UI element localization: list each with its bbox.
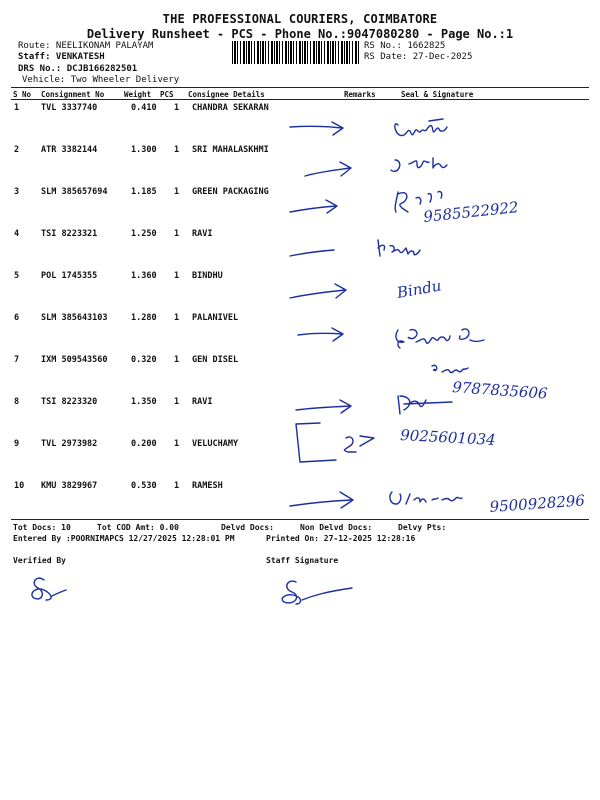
company-title: THE PROFESSIONAL COURIERS, COIMBATORE — [162, 12, 438, 26]
row1-signature — [395, 119, 447, 136]
row-consignee: RAVI — [192, 229, 213, 239]
row-consignee: RAVI — [192, 397, 213, 407]
row4-signature — [378, 240, 420, 256]
col-consignee: Consignee Details — [188, 90, 265, 99]
row6-signature — [396, 329, 484, 348]
col-seal: Seal & Signature — [401, 90, 474, 99]
row10-signature — [390, 492, 462, 504]
staff-label: Staff: VENKATESH — [18, 52, 105, 62]
row-weight: 1.250 — [131, 229, 157, 239]
col-pcs: PCS — [160, 90, 174, 99]
row-weight: 0.530 — [131, 481, 157, 491]
non-delvd-docs: Non Delvd Docs: — [300, 523, 373, 532]
row-pcs: 1 — [174, 187, 180, 197]
row-sno: 5 — [14, 271, 20, 281]
row2-arrow-icon — [305, 162, 351, 176]
row-consignment-no: IXM 509543560 — [41, 355, 108, 365]
row-consignment-no: KMU 3829967 — [41, 481, 98, 491]
row-pcs: 1 — [174, 145, 180, 155]
row5-arrow-icon — [290, 284, 346, 298]
row-consignee: GEN DISEL — [192, 355, 239, 365]
rs-no: RS No.: 1662825 — [364, 41, 446, 51]
row-consignment-no: SLM 385643103 — [41, 313, 108, 323]
row-sno: 10 — [14, 481, 25, 491]
row-sno: 3 — [14, 187, 20, 197]
row10-arrow-icon — [290, 492, 353, 508]
row-pcs: 1 — [174, 439, 180, 449]
rs-date: RS Date: 27-Dec-2025 — [364, 52, 473, 62]
row-consignment-no: TVL 3337740 — [41, 103, 98, 113]
row-pcs: 1 — [174, 397, 180, 407]
row-weight: 1.360 — [131, 271, 157, 281]
col-remarks: Remarks — [344, 90, 376, 99]
row-pcs: 1 — [174, 355, 180, 365]
row-weight: 1.185 — [131, 187, 157, 197]
row-pcs: 1 — [174, 481, 180, 491]
row4-line-icon — [290, 250, 334, 256]
row3-arrow-icon — [290, 200, 337, 213]
row9-box-mark — [296, 423, 336, 462]
row8-arrow-icon — [296, 400, 351, 413]
row-consignment-no: TVL 2973982 — [41, 439, 98, 449]
row-consignee: VELUCHAMY — [192, 439, 239, 449]
row-pcs: 1 — [174, 313, 180, 323]
verified-by-signature — [32, 578, 66, 600]
row-consignee: GREEN PACKAGING — [192, 187, 269, 197]
drs-label: DRS No.: DCJB166282501 — [18, 64, 138, 74]
row-sno: 1 — [14, 103, 20, 113]
row-weight: 0.320 — [131, 355, 157, 365]
row-pcs: 1 — [174, 229, 180, 239]
staff-signature-label: Staff Signature — [266, 556, 339, 565]
staff-signature-mark — [282, 581, 352, 604]
row6-arrow-icon — [298, 328, 343, 341]
row-consignee: CHANDRA SEKARAN — [192, 103, 269, 113]
row-sno: 2 — [14, 145, 20, 155]
row9-mark — [344, 436, 374, 452]
row-weight: 0.410 — [131, 103, 157, 113]
runsheet-subtitle: Delivery Runsheet - PCS - Phone No.:9047080280 - Page No.:1 — [86, 27, 514, 41]
row7-signature — [432, 365, 468, 372]
row-consignee: RAMESH — [192, 481, 223, 491]
row1-arrow-icon — [290, 122, 343, 135]
row2-signature — [391, 158, 447, 171]
barcode — [232, 41, 360, 64]
tot-docs: Tot Docs: 10 — [13, 523, 71, 532]
verified-by-label: Verified By — [13, 556, 66, 565]
row10-phone: 9500928296 — [489, 491, 586, 516]
row-sno: 8 — [14, 397, 20, 407]
row-sno: 9 — [14, 439, 20, 449]
col-weight: Weight — [124, 90, 152, 99]
row-sno: 6 — [14, 313, 20, 323]
row-consignee: BINDHU — [192, 271, 223, 281]
table-top-rule — [11, 87, 589, 88]
delvy-pts: Delvy Pts: — [398, 523, 447, 532]
row-consignment-no: POL 1745355 — [41, 271, 98, 281]
row-pcs: 1 — [174, 103, 180, 113]
col-sno: S No — [13, 90, 32, 99]
entered-by: Entered By :POORNIMAPCS 12/27/2025 12:28:01 PM — [13, 534, 235, 543]
route-label: Route: NEELIKONAM PALAYAM — [18, 41, 154, 51]
row-consignment-no: SLM 385657694 — [41, 187, 108, 197]
tot-cod-amt: Tot COD Amt: 0.00 — [97, 523, 179, 532]
vehicle-label: Vehicle: Two Wheeler Delivery — [22, 75, 180, 85]
row8-signature — [398, 396, 452, 414]
row-pcs: 1 — [174, 271, 180, 281]
row8-phone: 9025601034 — [399, 426, 497, 449]
row-sno: 7 — [14, 355, 20, 365]
row-consignee: PALANIVEL — [192, 313, 239, 323]
table-header-rule — [11, 99, 589, 100]
row-consignment-no: TSI 8223321 — [41, 229, 98, 239]
row-consignment-no: ATR 3382144 — [41, 145, 98, 155]
row-consignment-no: TSI 8223320 — [41, 397, 98, 407]
row5-signature: Bindu — [395, 276, 443, 302]
table-bottom-rule — [11, 519, 589, 520]
row-consignee: SRI MAHALASKHMI — [192, 145, 269, 155]
row3-phone: 9585522922 — [422, 198, 520, 226]
row-weight: 1.280 — [131, 313, 157, 323]
row-weight: 0.200 — [131, 439, 157, 449]
row3-signature — [395, 191, 442, 212]
printed-on: Printed On: 27-12-2025 12:28:16 — [266, 534, 416, 543]
row-sno: 4 — [14, 229, 20, 239]
delvd-docs: Delvd Docs: — [221, 523, 274, 532]
row-weight: 1.350 — [131, 397, 157, 407]
row7-phone: 9787835606 — [451, 378, 549, 403]
col-consignment: Consignment No — [41, 90, 105, 99]
row-weight: 1.300 — [131, 145, 157, 155]
